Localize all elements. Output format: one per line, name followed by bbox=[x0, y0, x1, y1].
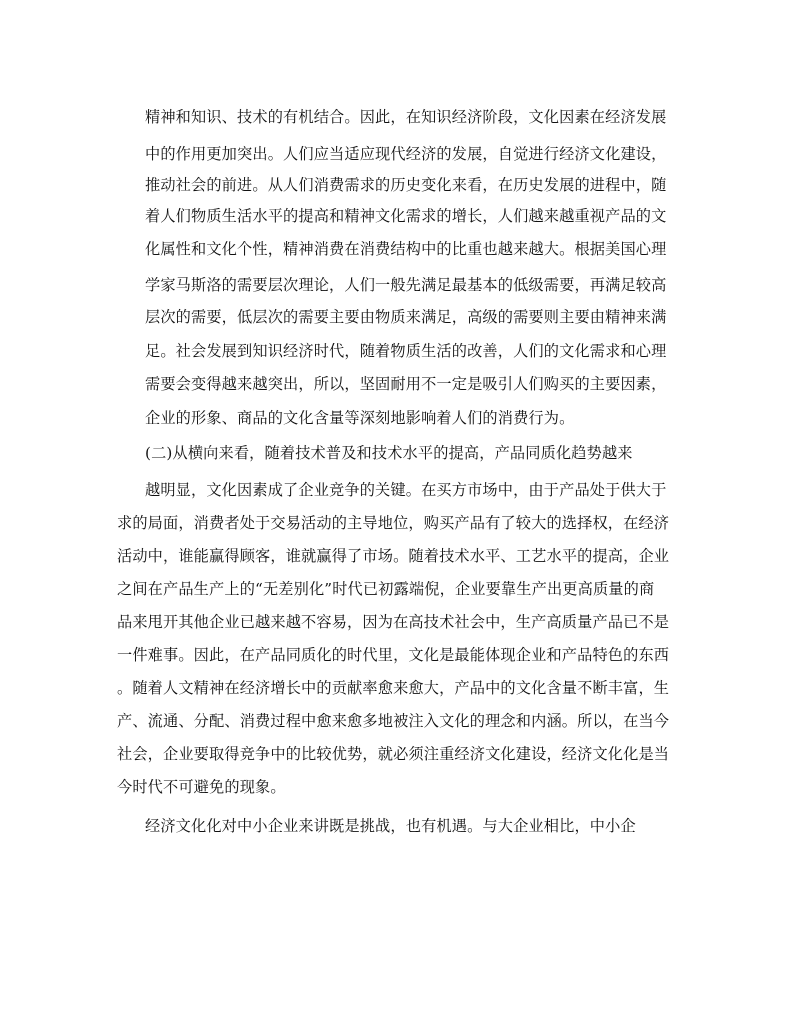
text-line: 之间在产品生产上的“无差别化”时代已初露端倪，企业要靠生产出更高质量的商 bbox=[117, 580, 655, 598]
text-line: 层次的需要，低层次的需要主要由物质来满足，高级的需要则主要由精神来满 bbox=[145, 308, 667, 326]
text-line: 品来甩开其他企业已越来越不容易，因为在高技术社会中，生产高质量产品已不是 bbox=[117, 613, 670, 631]
text-line: 足。社会发展到知识经济时代，随着物质生活的改善，人们的文化需求和心理 bbox=[145, 342, 667, 360]
text-line: 精神和知识、技术的有机结合。因此，在知识经济阶段，文化因素在经济发展 bbox=[145, 108, 667, 126]
text-line: 越明显，文化因素成了企业竞争的关键。在买方市场中，由于产品处于供大于 bbox=[145, 481, 667, 499]
text-line: 学家马斯洛的需要层次理论，人们一般先满足最基本的低级需要，再满足较高 bbox=[145, 276, 667, 294]
text-line: 中的作用更加突出。人们应当适应现代经济的发展，自觉进行经济文化建设， bbox=[145, 145, 667, 163]
text-line: 经济文化化对中小企业来讲既是挑战，也有机遇。与大企业相比，中小企 bbox=[145, 817, 636, 835]
text-line: 今时代不可避免的现象。 bbox=[117, 778, 286, 796]
text-line: 化属性和文化个性，精神消费在消费结构中的比重也越来越大。根据美国心理 bbox=[145, 240, 667, 258]
text-line: 。随着人文精神在经济增长中的贡献率愈来愈大，产品中的文化含量不断丰富，生 bbox=[117, 679, 670, 697]
text-line: 推动社会的前进。从人们消费需求的历史变化来看，在历史发展的进程中，随 bbox=[145, 176, 667, 194]
section-heading: (二)从横向来看，随着技术普及和技术水平的提高，产品同质化趋势越来 bbox=[145, 444, 633, 462]
text-line: 产、流通、分配、消费过程中愈来愈多地被注入文化的理念和内涵。所以，在当今 bbox=[117, 712, 670, 730]
text-line: 活动中，谁能赢得顾客，谁就赢得了市场。随着技术水平、工艺水平的提高，企业 bbox=[117, 547, 670, 565]
text-line: 社会，企业要取得竞争中的比较优势，就必须注重经济文化建设，经济文化化是当 bbox=[117, 745, 670, 763]
text-line: 需要会变得越来越突出，所以，坚固耐用不一定是吸引人们购买的主要因素， bbox=[145, 375, 667, 393]
text-line: 企业的形象、商品的文化含量等深刻地影响着人们的消费行为。 bbox=[145, 409, 575, 427]
text-line: 着人们物质生活水平的提高和精神文化需求的增长，人们越来越重视产品的文 bbox=[145, 207, 667, 225]
text-line: 求的局面，消费者处于交易活动的主导地位，购买产品有了较大的选择权，在经济 bbox=[117, 514, 670, 532]
text-line: 一件难事。因此，在产品同质化的时代里，文化是最能体现企业和产品特色的东西 bbox=[117, 646, 670, 664]
